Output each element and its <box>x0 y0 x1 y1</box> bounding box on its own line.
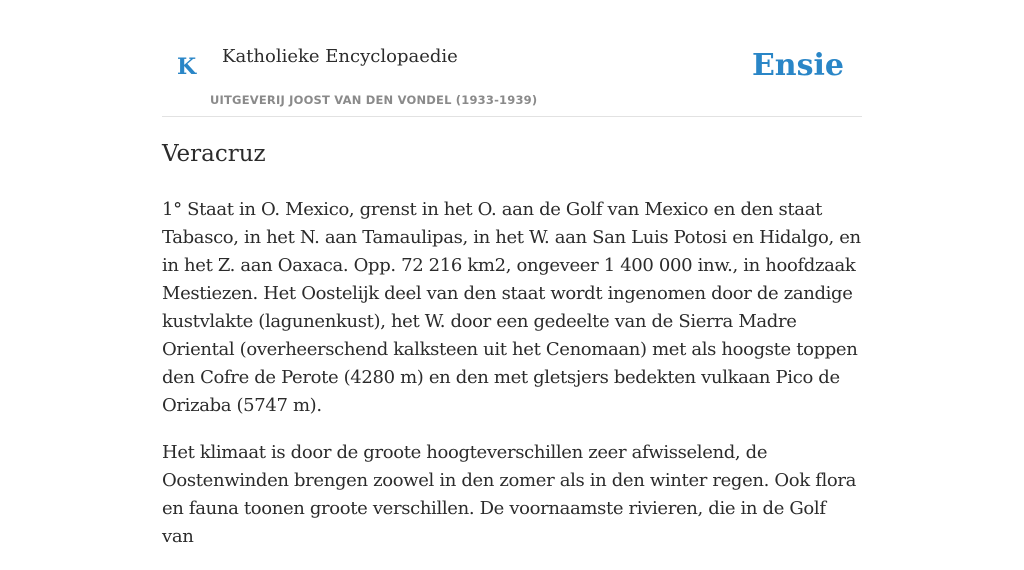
publication-logo[interactable]: K <box>177 54 197 80</box>
site-header <box>162 0 862 117</box>
brand-logo[interactable]: Ensie <box>751 48 844 83</box>
article <box>162 138 862 570</box>
article-title: Veracruz <box>162 141 266 167</box>
article-paragraph: Het klimaat is door de groote hoogteverschillen zeer afwisselend, de Oostenwinden brengen zoowel in den zomer als in den winter regen. Ook flora en fauna toonen groote verschillen. De voornaamste rivieren, die in de Golf van <box>162 442 857 547</box>
publisher-label: UITGEVERIJ JOOST VAN DEN VONDEL (1933-1939) <box>210 93 538 107</box>
article-paragraph: 1° Staat in O. Mexico, grenst in het O. aan de Golf van Mexico en den staat Tabasco, in het N. aan Tamaulipas, in het W. aan San Luis Potosi en Hidalgo, en in het Z. aan Oaxaca. Opp. 72 216 km2, ongeveer 1 400 000 inw., in hoofdzaak Mestiezen. Het Oostelijk deel van den staat wordt ingenomen door de zandige kustvlakte (lagunenkust), het W. door een gedeelte van de Sierra Madre Oriental (overheerschend kalksteen uit het Cenomaan) met als hoogste toppen den Cofre de Perote (4280 m) en den met gletsjers bedekten vulkaan Pico de Orizaba (5747 m). <box>162 199 861 416</box>
publication-title[interactable]: Katholieke Encyclopaedie <box>222 46 458 67</box>
